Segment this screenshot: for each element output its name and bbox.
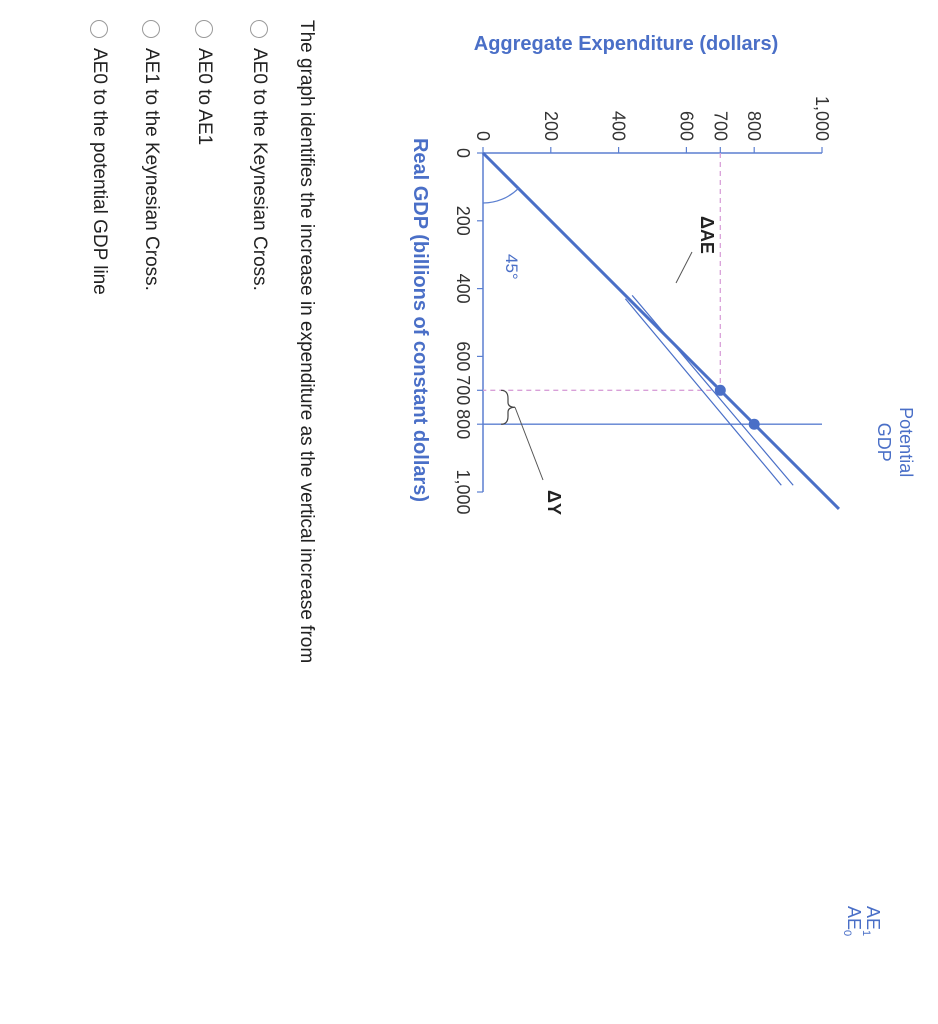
angle-label: 45° [502, 254, 521, 280]
radio-button[interactable] [142, 20, 160, 38]
delta-y-label: ΔY [544, 490, 564, 515]
answer-option-ae0-keynesian-cross[interactable] [246, 20, 272, 291]
y-axis-title: Aggregate Expenditure (dollars) [473, 33, 779, 55]
option-label: AE0 to the Keynesian Cross. [249, 48, 270, 291]
option-label: AE0 to AE1 [194, 48, 215, 146]
radio-button[interactable] [195, 20, 213, 38]
potential-gdp-label: Potential [896, 407, 916, 478]
x-tick-label: 0 [453, 147, 473, 159]
delta-ae-label: ΔAE [697, 216, 717, 254]
x-tick-label: 400 [453, 273, 473, 304]
angle-arc [483, 188, 518, 203]
option-label: AE1 to the Keynesian Cross. [141, 48, 162, 291]
y-tick-label: 0 [473, 130, 493, 141]
y-tick-label: 700 [710, 110, 731, 141]
equilibrium-point [715, 385, 726, 396]
y-tick-label: 800 [744, 110, 765, 141]
question-text: The graph identifies the increase in expenditure as the vertical increase from [296, 20, 317, 664]
series-line-ae1 [625, 299, 781, 485]
y-tick-label: 600 [676, 110, 697, 141]
x-tick-label: 800 [453, 409, 473, 440]
equilibrium-point [749, 419, 760, 430]
forty-five-degree-line [483, 153, 839, 509]
delta-y-brace [501, 390, 515, 424]
radio-button[interactable] [250, 20, 268, 38]
ae-chart [338, 0, 938, 1024]
answer-option-ae0-to-ae1[interactable] [191, 20, 217, 145]
series-label-ae1: $AE_1$ [860, 906, 883, 937]
x-tick-label: 200 [453, 205, 473, 236]
x-tick-label: 600 [453, 341, 473, 372]
y-tick-label: 400 [608, 110, 629, 141]
x-tick-label: 700 [453, 375, 473, 406]
answer-option-ae1-keynesian-cross[interactable] [138, 20, 164, 291]
radio-button[interactable] [90, 20, 108, 38]
x-axis-title: Real GDP (billions of constant dollars) [409, 137, 431, 503]
y-tick-label: 1,000 [812, 95, 832, 141]
potential-gdp-label: GDP [874, 422, 894, 462]
delta-y-leader [515, 407, 543, 480]
y-tick-label: 200 [540, 110, 561, 141]
answer-option-ae0-potential-gdp[interactable] [86, 20, 112, 295]
x-tick-label: 1,000 [453, 469, 473, 515]
series-label-ae0: $AE_0$ [841, 906, 864, 937]
option-label: AE0 to the potential GDP line [89, 48, 110, 295]
delta-ae-leader [676, 252, 692, 283]
